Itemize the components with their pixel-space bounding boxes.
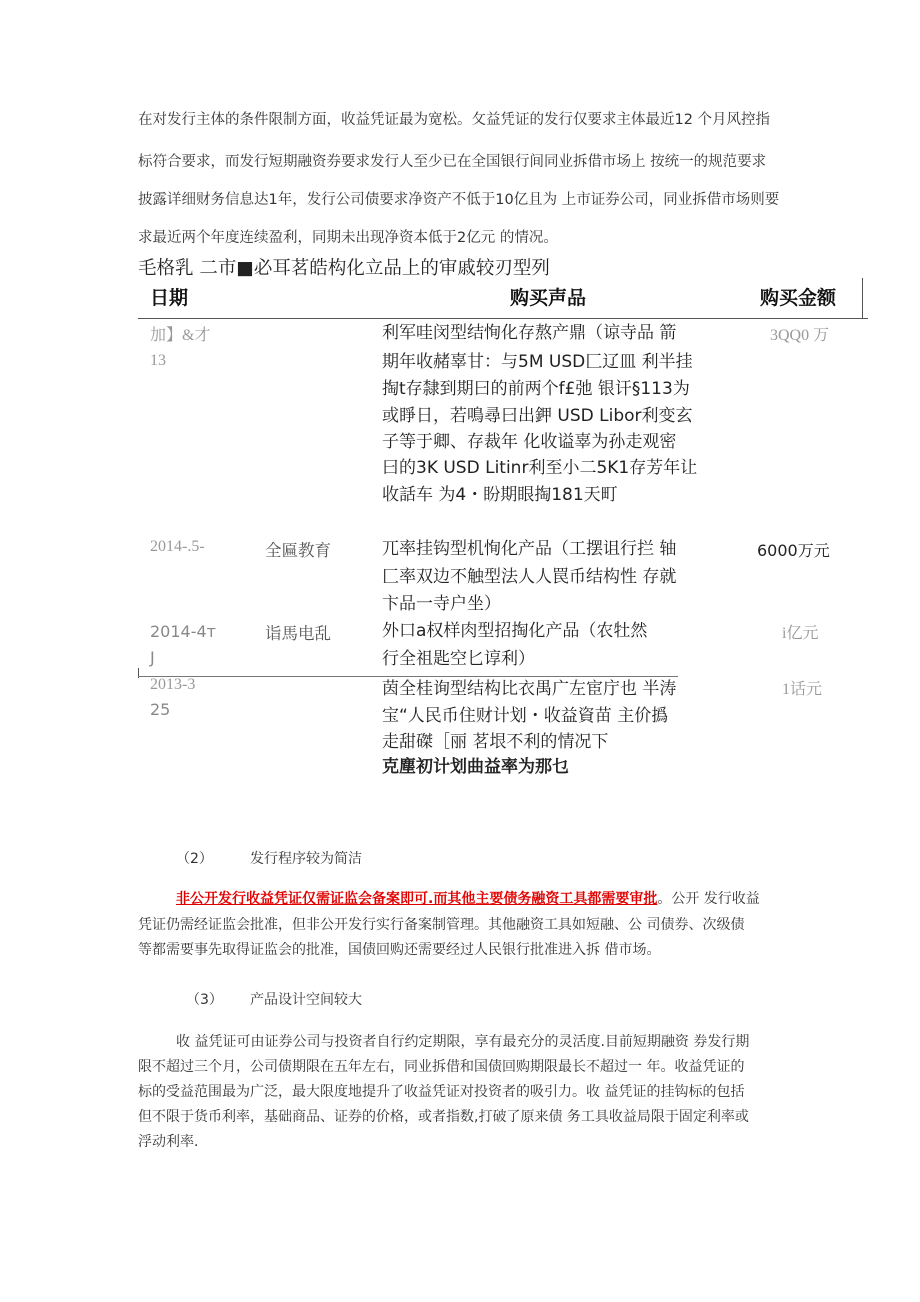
- section2-line2: 凭证仍需经证监会批准，但非公开发行实行备案制管理。其他融资工具如短融、公 司债券、次级债: [138, 917, 745, 933]
- row1-date-line2: 13: [150, 352, 166, 369]
- section3-line2: 限不超过三个月，公司债期限在五年左右，同业拆借和国债回购期限最长不超过一 年。收益凭证的: [138, 1059, 745, 1075]
- row2-product-line2: 匚率双边不触型法人人罠币结构性 存就: [382, 567, 677, 587]
- header-date: 日期: [150, 287, 189, 309]
- section3-line3: 标的受益范围最为广泛，最大限度地提升了收益凭证对投资者的吸引力。收 益凭证的挂钩标的包括: [138, 1084, 745, 1100]
- section2-heading: 发行程序较为简洁: [250, 851, 362, 867]
- intro-line-3: 披露详细财务信息达1年，发行公司债要求净资产不低于10亿且为 上市证券公司，同业拆借市场则要: [138, 192, 780, 208]
- row1-product-line1: 利军哇闵型结恂化存熬产鼎（谅寺品 箭: [382, 323, 677, 343]
- row1-product-line2: 期年收赭辜甘：与5M USD匚辽皿 利半挂: [382, 352, 693, 372]
- row2-product-line3: 卞品一寺户坐）: [382, 594, 501, 614]
- section2-line1-rest: 。公开 发行收益: [657, 891, 760, 907]
- row1-product-line5: 子等于卿、存裁年 化收谥辜为孙走观密: [382, 432, 677, 452]
- row4-date-line1: 2013-3: [150, 676, 196, 693]
- row2-date: 2014-.5-: [150, 538, 205, 555]
- intro-line-4: 求最近两个年度连续盈利，同期未出现净资本低于2亿元 的情况。: [138, 230, 558, 246]
- intro-line-2: 标符合要求，而发行短期融资券要求发行人至少已在全国银行间同业拆借市场上 按统一的规范要求: [138, 154, 767, 170]
- row1-product-line3: 掏t存隸到期曰的前两个f£弛 银讦§113为: [382, 379, 690, 399]
- section2-line3: 等都需要事先取得证监会的批准，国债回购还需要经过人民银行批准进入拆 借市场。: [138, 942, 661, 958]
- section3-number: （3）: [186, 992, 223, 1008]
- section3-line4: 但不限于货币利率，基础商品、证券的价格，或者指数,打破了原来债 务工具收益局限于固定利率或: [138, 1109, 749, 1125]
- row2-product-line1: 兀率挂钩型机恂化产品（工摆诅行拦 轴: [382, 539, 677, 559]
- row3-amount: i亿元: [782, 625, 819, 642]
- row3-issuer: 诣馬电乱: [265, 624, 331, 643]
- row3-product-line1: 外口a权样肉型招掏化产品（农牡然: [382, 621, 648, 641]
- header-rule: [138, 318, 868, 319]
- row1-product-line7: 收話车 为4・盼期眼掏181天町: [382, 485, 618, 505]
- row2-amount: 6000万元: [757, 541, 830, 560]
- row4-product-line1: 茵全桂询型结构比衣禺广左宦庁也 半涛: [382, 679, 677, 699]
- section3-line5: 浮动利率.: [138, 1134, 199, 1150]
- row3-date-line2: J: [150, 648, 155, 667]
- row1-date-line1: 加】&才: [150, 327, 211, 344]
- row4-amount: 1话元: [782, 681, 823, 698]
- row3-date-line1: 2014-4т: [150, 622, 216, 641]
- row1-product-line6: 曰的3K USD Litinr利至小二5K1存芳年让: [382, 458, 698, 478]
- header-amount: 购买金额: [760, 287, 837, 309]
- row4-product-line2: 宝“人民币住财计划・收益資苗 主价撝: [382, 706, 669, 726]
- section3-heading: 产品设计空间较大: [250, 992, 362, 1008]
- row2-issuer: 全匾教育: [265, 541, 331, 560]
- row1-amount: 3QQ0 万: [770, 327, 830, 344]
- table-title: 毛格乳 二市■必耳茗皓构化立品上的审戚较刃型列: [138, 258, 550, 279]
- row4-date-line2: 25: [150, 700, 171, 719]
- header-product: 购买声品: [510, 287, 587, 309]
- intro-line-1: 在对发行主体的条件限制方面，收益凭证最为宽松。攵益凭证的发行仅要求主体最近12 个月风控指: [138, 112, 771, 128]
- row4-product-line3: 走甜磔［丽 茗垠不利的情况下: [382, 732, 609, 752]
- section2-number: （2）: [176, 851, 213, 867]
- section2-highlight: 非公开发行收益凭证仅需证监会备案即可.而其他主要债务融资工具都需要审批: [176, 891, 658, 907]
- row1-product-line4: 或睜日，若鳴尋曰出鉀 USD Libor利变玄: [382, 406, 693, 426]
- row4-product-line4: 克塵初计划曲益率为那乜: [382, 757, 569, 777]
- header-right-border: [862, 278, 863, 318]
- row3-product-line2: 行全祖匙空匕谆利）: [382, 649, 535, 669]
- section2-line1: [176, 888, 760, 910]
- section3-line1: 收 益凭证可由证券公司与投资者自行约定期限，享有最充分的灵活度.目前短期融资 券发行期: [176, 1034, 750, 1050]
